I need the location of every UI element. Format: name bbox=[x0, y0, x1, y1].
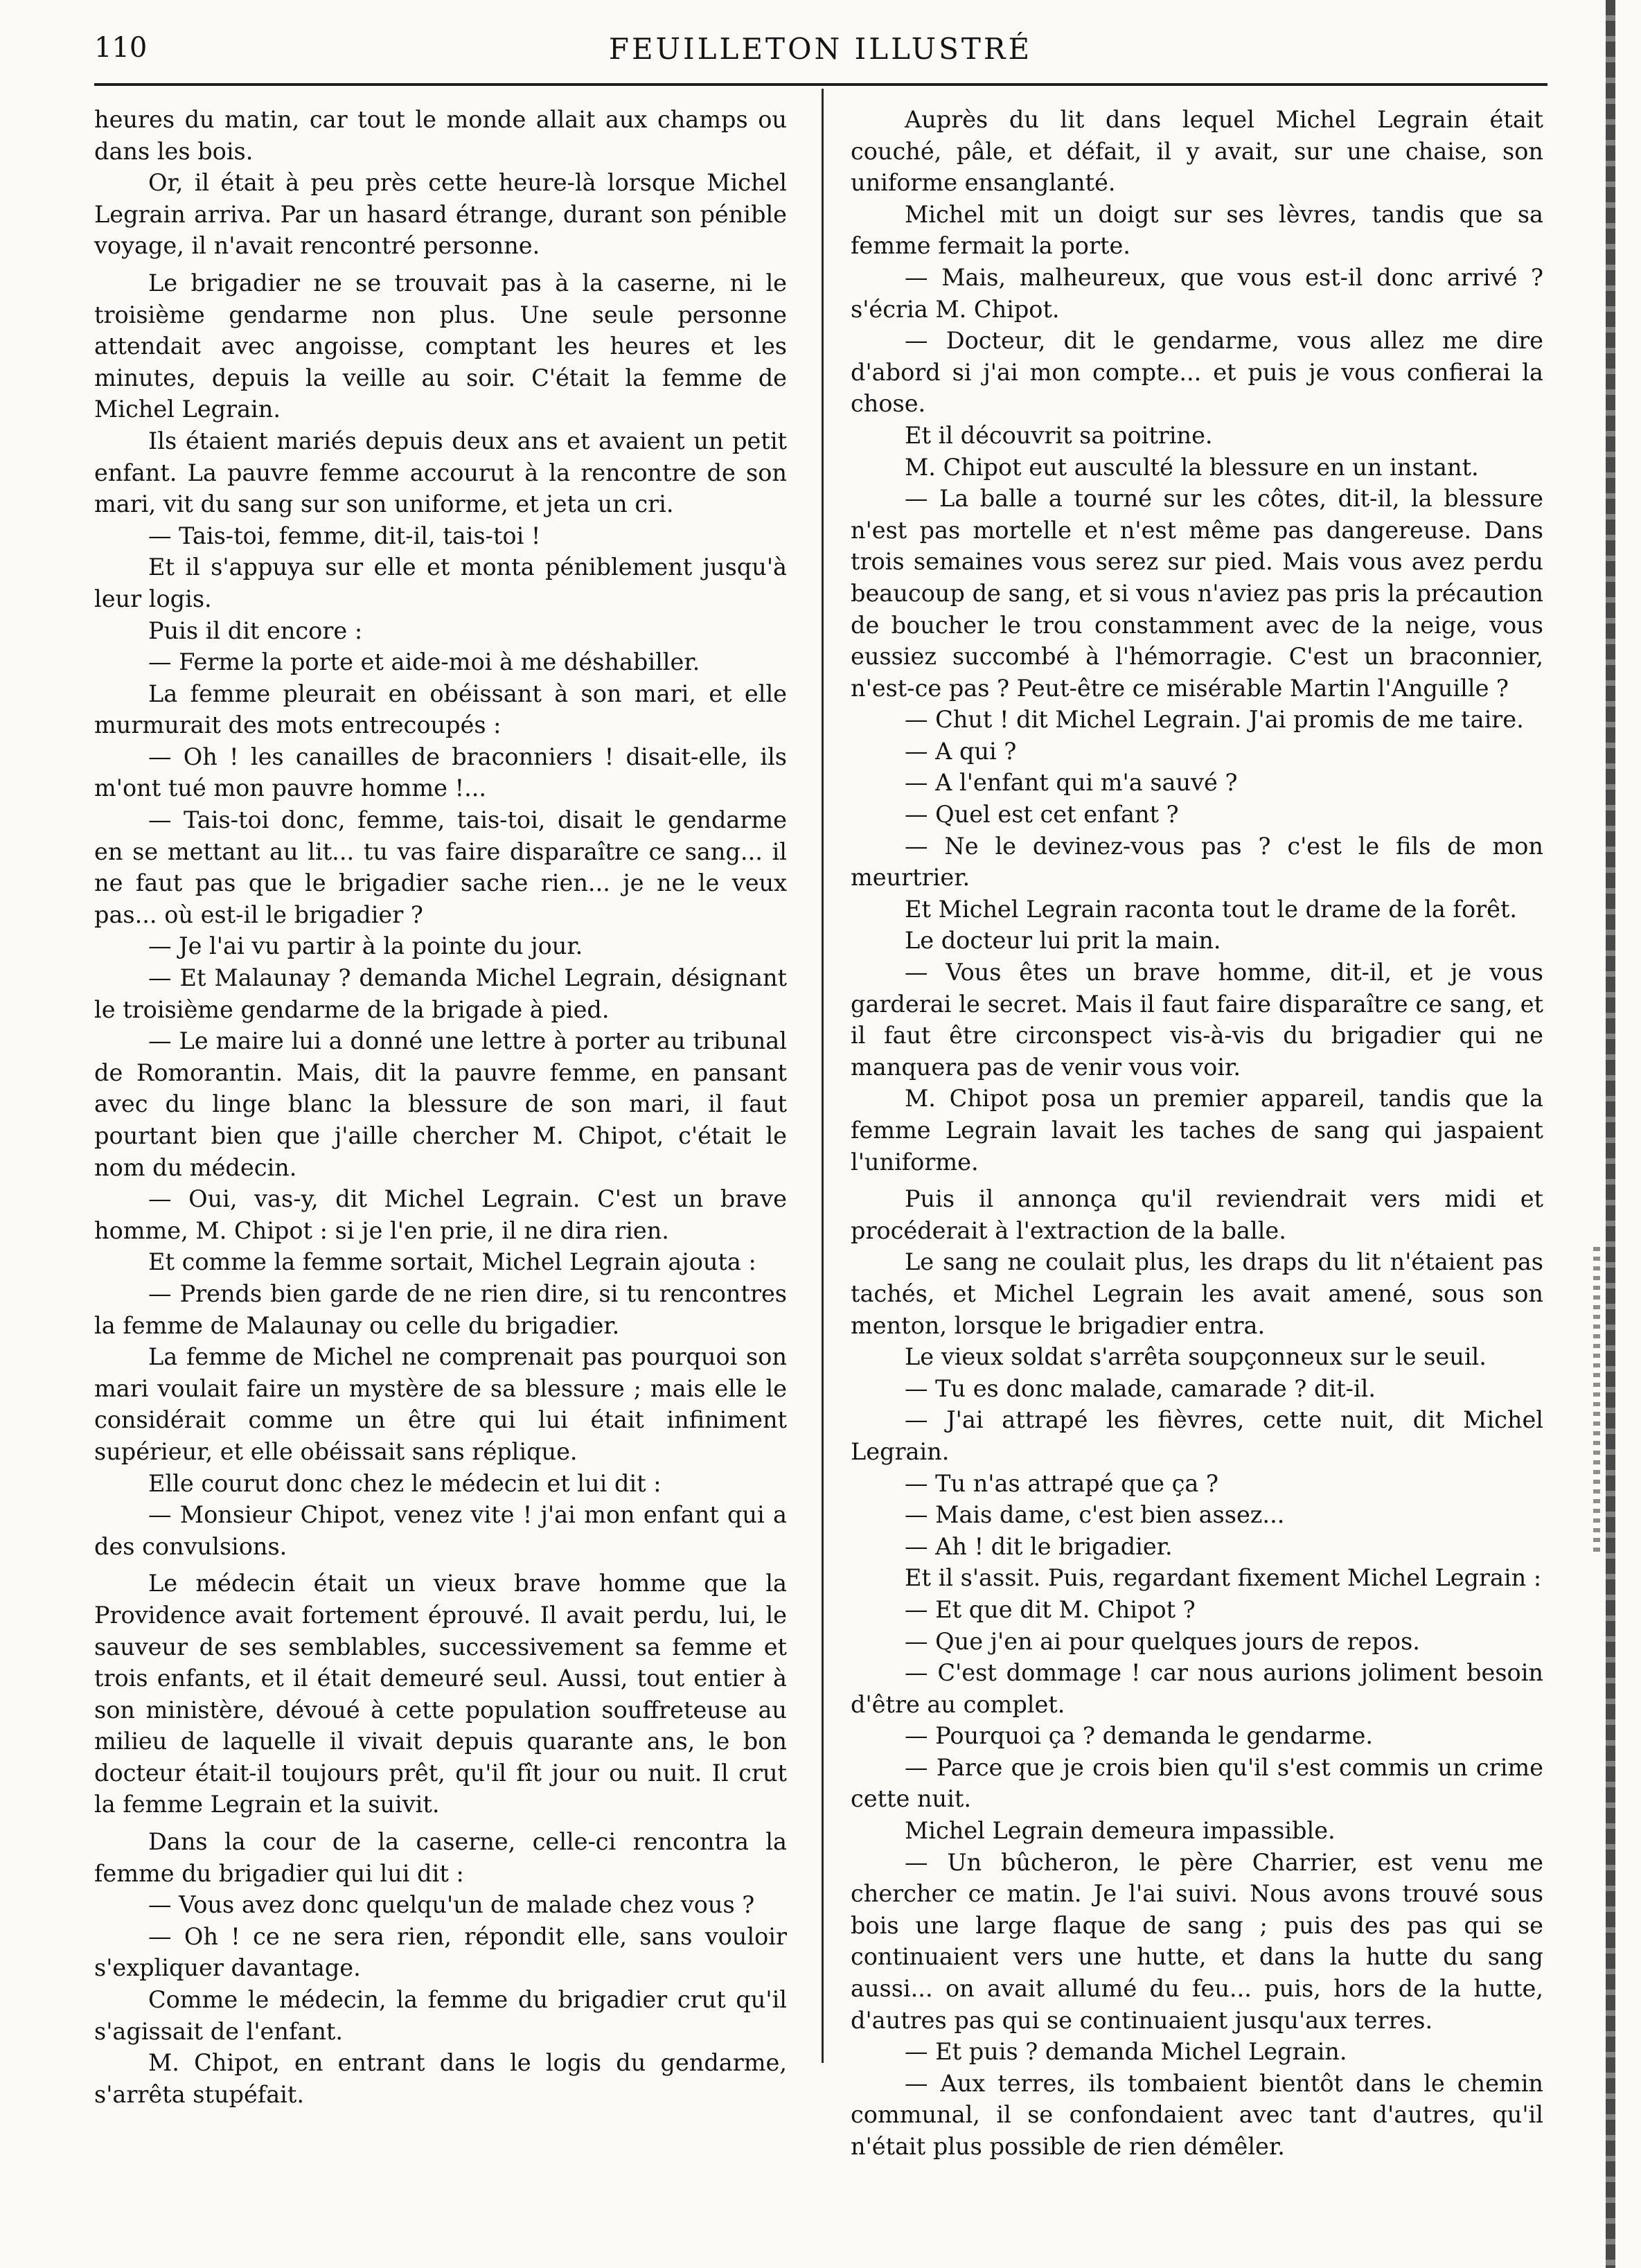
paragraph: M. Chipot eut ausculté la blessure en un instant. bbox=[905, 453, 1479, 481]
paragraph: Michel Legrain demeura impassible. bbox=[905, 1817, 1336, 1845]
paragraph: La femme de Michel ne comprenait pas pourquoi son mari voulait faire un mystère de sa blessure ; mais elle le considérait comme un être qui lui était infiniment supérieur, et elle obéissait sans réplique. bbox=[94, 1343, 787, 1465]
paragraph: — Et que dit M. Chipot ? bbox=[905, 1595, 1196, 1623]
paragraph: Et Michel Legrain raconta tout le drame de la forêt. bbox=[905, 895, 1518, 923]
paragraph: La femme pleurait en obéissant à son mari, et elle murmurait des mots entrecoupés : bbox=[94, 680, 787, 739]
paragraph: — Oui, vas-y, dit Michel Legrain. C'est un brave homme, M. Chipot : si je l'en prie, il ne dira rien. bbox=[94, 1185, 787, 1244]
paragraph: — Monsieur Chipot, venez vite ! j'ai mon enfant qui a des convulsions. bbox=[94, 1501, 787, 1560]
paragraph: Le sang ne coulait plus, les draps du lit n'étaient pas tachés, et Michel Legrain les avait amené, sous son menton, lorsque le brigadier entra. bbox=[851, 1248, 1543, 1339]
paragraph: Dans la cour de la caserne, celle-ci rencontra la femme du brigadier qui lui dit : bbox=[94, 1828, 787, 1887]
left-column bbox=[94, 104, 787, 2110]
paragraph: — Pourquoi ça ? demanda le gendarme. bbox=[905, 1722, 1373, 1750]
paragraph: — Aux terres, ils tombaient bientôt dans le chemin communal, il se confondaient avec tant d'autres, qu'il n'était plus possible de rien démêler. bbox=[851, 2069, 1543, 2160]
paragraph: — Tu n'as attrapé que ça ? bbox=[905, 1469, 1218, 1497]
paragraph: Et comme la femme sortait, Michel Legrain ajouta : bbox=[148, 1248, 756, 1276]
paragraph: M. Chipot, en entrant dans le logis du gendarme, s'arrêta stupéfait. bbox=[94, 2049, 787, 2108]
paragraph: — Et puis ? demanda Michel Legrain. bbox=[905, 2038, 1347, 2066]
paragraph: — Oh ! les canailles de braconniers ! disait-elle, ils m'ont tué mon pauvre homme !... bbox=[94, 743, 787, 802]
paragraph: — Tais-toi, femme, dit-il, tais-toi ! bbox=[148, 522, 541, 549]
paragraph: — Je l'ai vu partir à la pointe du jour. bbox=[148, 932, 583, 960]
paragraph: — Que j'en ai pour quelques jours de repos. bbox=[905, 1627, 1420, 1655]
paragraph: — Et Malaunay ? demanda Michel Legrain, désignant le troisième gendarme de la brigade à pied. bbox=[94, 964, 787, 1023]
paragraph: — Mais, malheureux, que vous est-il donc arrivé ? s'écria M. Chipot. bbox=[851, 263, 1543, 323]
page-edge-scan-mark bbox=[1606, 0, 1615, 2268]
paragraph: — J'ai attrapé les fièvres, cette nuit, dit Michel Legrain. bbox=[851, 1406, 1543, 1465]
paragraph: Ils étaient mariés depuis deux ans et avaient un petit enfant. La pauvre femme accourut à la rencontre de son mari, vit du sang sur son uniforme, et jeta un cri. bbox=[94, 427, 787, 518]
paragraph: Et il s'assit. Puis, regardant fixement Michel Legrain : bbox=[905, 1564, 1542, 1592]
paragraph: Le vieux soldat s'arrêta soupçonneux sur le seuil. bbox=[905, 1343, 1487, 1371]
paragraph: — A l'enfant qui m'a sauvé ? bbox=[905, 769, 1238, 797]
paragraph: — Quel est cet enfant ? bbox=[905, 801, 1179, 829]
paragraph: Puis il dit encore : bbox=[148, 617, 363, 644]
paragraph: — Vous êtes un brave homme, dit-il, et je vous garderai le secret. Mais il faut faire disparaître ce sang, et il faut être circonspect vis-à-vis du brigadier qui ne manquera pas de venir vous voir. bbox=[851, 959, 1543, 1081]
paragraph: — Vous avez donc quelqu'un de malade chez vous ? bbox=[148, 1891, 755, 1919]
paragraph: Le médecin était un vieux brave homme que la Providence avait fortement éprouvé. Il avait perdu, lui, le sauveur de ses semblables, successivement sa femme et trois enfants, et il était demeuré seul. Aussi, tout entier à son ministère, dévoué à cette population souffreteuse au milieu de laquelle il vivait depuis quarante ans, le bon docteur était-il toujours prêt, qu'il fît jour ou nuit. Il crut la femme Legrain et la suivit. bbox=[94, 1570, 787, 1818]
paragraph: Et il découvrit sa poitrine. bbox=[905, 421, 1213, 449]
paragraph: — Un bûcheron, le père Charrier, est venu me chercher ce matin. Je l'ai suivi. Nous avons trouvé sous bois une large flaque de sang ; puis des pas qui se continuaient vers une hutte, et dans la hutte du sang aussi... on avait allumé du feu... puis, hors de la hutte, d'autres pas qui se continuaient jusqu'aux terres. bbox=[851, 1848, 1543, 2034]
paragraph: Comme le médecin, la femme du brigadier crut qu'il s'agissait de l'enfant. bbox=[94, 1986, 787, 2045]
paragraph: — Tais-toi donc, femme, tais-toi, disait le gendarme en se mettant au lit... tu vas faire disparaître ce sang... il ne faut pas que le brigadier sache rien... je ne le veux pas... où est-il le brigadier ? bbox=[94, 806, 787, 928]
paragraph: — Docteur, dit le gendarme, vous allez me dire d'abord si j'ai mon compte... et puis je vous confierai la chose. bbox=[851, 327, 1543, 418]
paragraph: — Parce que je crois bien qu'il s'est commis un crime cette nuit. bbox=[851, 1753, 1543, 1813]
page-edge-scan-mark bbox=[1593, 1247, 1600, 1552]
paragraph: Auprès du lit dans lequel Michel Legrain était couché, pâle, et défait, il y avait, sur une chaise, son uniforme ensanglanté. bbox=[851, 106, 1543, 197]
paragraph: M. Chipot posa un premier appareil, tandis que la femme Legrain lavait les taches de sang qui jaspaient l'uniforme. bbox=[851, 1085, 1543, 1176]
header-rule bbox=[94, 83, 1547, 86]
paragraph: — A qui ? bbox=[905, 737, 1017, 765]
paragraph: — Ne le devinez-vous pas ? c'est le fils de mon meurtrier. bbox=[851, 832, 1543, 892]
page-number: 110 bbox=[94, 32, 148, 64]
paragraph: — La balle a tourné sur les côtes, dit-il, la blessure n'est pas mortelle et n'est même pas dangereuse. Dans trois semaines vous serez sur pied. Mais vous avez perdu beaucoup de sang, et si vous n'aviez pas pris la précaution de boucher le trou constamment avec de la neige, vous eussiez succombé à l'hémorragie. C'est un braconnier, n'est-ce pas ? Peut-être ce misérable Martin l'Anguille ? bbox=[851, 485, 1543, 702]
paragraph: — C'est dommage ! car nous aurions joliment besoin d'être au complet. bbox=[851, 1659, 1543, 1718]
paragraph: Et il s'appuya sur elle et monta péniblement jusqu'à leur logis. bbox=[94, 553, 787, 612]
paragraph: Le docteur lui prit la main. bbox=[905, 927, 1221, 955]
running-head: FEUILLETON ILLUSTRÉ bbox=[608, 32, 1033, 66]
paragraph: Le brigadier ne se trouvait pas à la caserne, ni le troisième gendarme non plus. Une seule personne attendait avec angoisse, comptant les heures et les minutes, depuis la veille au soir. C'était la femme de Michel Legrain. bbox=[94, 269, 787, 423]
paragraph: — Ferme la porte et aide-moi à me déshabiller. bbox=[148, 648, 700, 676]
paragraph: — Tu es donc malade, camarade ? dit-il. bbox=[905, 1374, 1376, 1402]
paragraph: — Ah ! dit le brigadier. bbox=[905, 1532, 1173, 1560]
paragraph: heures du matin, car tout le monde allait aux champs ou dans les bois. bbox=[94, 106, 787, 165]
paragraph: Michel mit un doigt sur ses lèvres, tandis que sa femme fermait la porte. bbox=[851, 200, 1543, 260]
paragraph: — Mais dame, c'est bien assez... bbox=[905, 1501, 1285, 1529]
paragraph: — Le maire lui a donné une lettre à porter au tribunal de Romorantin. Mais, dit la pauvre femme, en pansant avec du linge blanc la blessure de son mari, il faut pourtant bien que j'aille chercher M. Chipot, c'était le nom du médecin. bbox=[94, 1027, 787, 1181]
paragraph: — Oh ! ce ne sera rien, répondit elle, sans vouloir s'expliquer davantage. bbox=[94, 1922, 787, 1982]
paragraph: Puis il annonça qu'il reviendrait vers midi et procéderait à l'extraction de la balle. bbox=[851, 1185, 1543, 1244]
right-column bbox=[851, 104, 1543, 2163]
paragraph: Or, il était à peu près cette heure-là lorsque Michel Legrain arriva. Par un hasard étrange, durant son pénible voyage, il n'avait rencontré personne. bbox=[94, 169, 787, 260]
column-divider bbox=[822, 89, 824, 2063]
paragraph: — Chut ! dit Michel Legrain. J'ai promis de me taire. bbox=[905, 706, 1524, 734]
paragraph: — Prends bien garde de ne rien dire, si tu rencontres la femme de Malaunay ou celle du brigadier. bbox=[94, 1279, 787, 1339]
paragraph: Elle courut donc chez le médecin et lui dit : bbox=[148, 1469, 662, 1497]
